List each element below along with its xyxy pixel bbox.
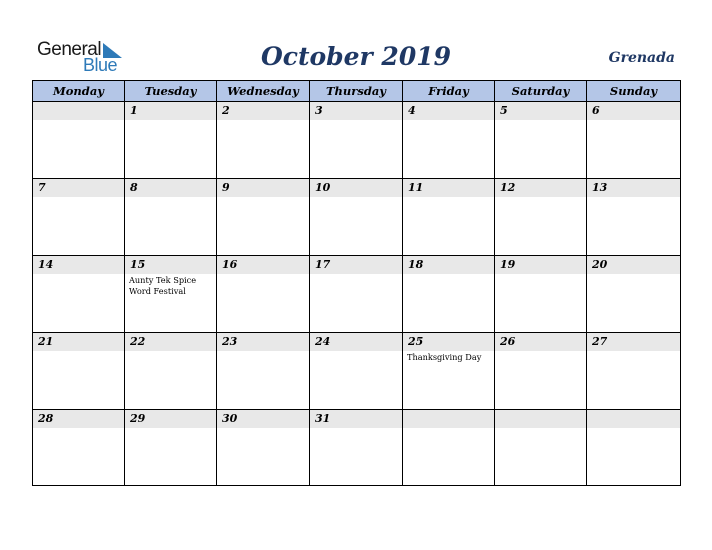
day-cell: [403, 102, 495, 179]
day-number: 11: [408, 181, 424, 194]
day-number: 13: [592, 181, 608, 194]
day-number-band: [495, 410, 586, 428]
day-number-band: [33, 179, 124, 197]
day-number: 20: [592, 258, 608, 271]
day-number: 10: [315, 181, 331, 194]
day-number-band: [217, 410, 309, 428]
day-cell: [495, 333, 587, 410]
day-cell: [587, 410, 680, 485]
day-number-band: [403, 410, 494, 428]
day-number-band: [33, 256, 124, 274]
day-number: 21: [38, 335, 54, 348]
day-cell: [403, 333, 495, 410]
day-number: 23: [222, 335, 238, 348]
day-number: 1: [130, 104, 138, 117]
day-cell: [495, 410, 587, 485]
day-number-band: [403, 102, 494, 120]
day-number: 25: [408, 335, 424, 348]
day-number-band: [495, 256, 586, 274]
weekday-header-3: Thursday: [310, 81, 403, 102]
day-number: 19: [500, 258, 516, 271]
day-cell: [495, 256, 587, 333]
day-cell: [403, 179, 495, 256]
day-number: 31: [315, 412, 331, 425]
day-cell: [33, 179, 125, 256]
day-number-band: [310, 102, 402, 120]
country-label: Grenada: [608, 50, 675, 66]
day-cell: [587, 333, 680, 410]
day-cell: [495, 179, 587, 256]
day-number-band: [587, 102, 680, 120]
day-number-band: [33, 333, 124, 351]
day-number-band: [33, 102, 124, 120]
day-cell: [33, 102, 125, 179]
day-number-band: [125, 256, 216, 274]
day-number: 7: [38, 181, 46, 194]
day-number-band: [217, 102, 309, 120]
day-cell: [495, 102, 587, 179]
day-cell: [587, 102, 680, 179]
day-cell: [403, 410, 495, 485]
day-cell: [217, 256, 310, 333]
holiday-event: Aunty Tek Spice Word Festival: [129, 275, 197, 296]
day-cell: [217, 179, 310, 256]
day-cell: [33, 256, 125, 333]
day-cell: [33, 410, 125, 485]
day-number-band: [310, 256, 402, 274]
day-number-band: [217, 333, 309, 351]
day-number: 14: [38, 258, 54, 271]
weekday-header-5: Saturday: [495, 81, 587, 102]
day-number: 24: [315, 335, 331, 348]
day-cell: [217, 333, 310, 410]
weekday-header-2: Wednesday: [217, 81, 310, 102]
weekday-header-1: Tuesday: [125, 81, 217, 102]
day-cell: [310, 179, 403, 256]
day-number-band: [217, 256, 309, 274]
day-number: 26: [500, 335, 516, 348]
day-number: 17: [315, 258, 331, 271]
day-cell: [217, 102, 310, 179]
calendar-title: October 2019: [260, 42, 452, 71]
day-number-band: [495, 333, 586, 351]
day-number: 22: [130, 335, 146, 348]
day-cell: [587, 179, 680, 256]
weekday-header-4: Friday: [403, 81, 495, 102]
calendar-grid: [32, 80, 681, 486]
day-number: 5: [500, 104, 508, 117]
day-number-band: [587, 333, 680, 351]
day-number: 15: [130, 258, 146, 271]
day-cell: [310, 333, 403, 410]
day-number-band: [403, 256, 494, 274]
day-number-band: [125, 102, 216, 120]
day-number-band: [310, 410, 402, 428]
day-number-band: [495, 179, 586, 197]
day-cell: [310, 410, 403, 485]
day-number: 18: [408, 258, 424, 271]
day-number-band: [125, 179, 216, 197]
day-number-band: [495, 102, 586, 120]
day-number-band: [587, 256, 680, 274]
day-number-band: [125, 333, 216, 351]
weekday-header-0: Monday: [33, 81, 125, 102]
day-number-band: [310, 333, 402, 351]
day-cell: [125, 256, 217, 333]
day-cell: [587, 256, 680, 333]
day-number: 28: [38, 412, 54, 425]
holiday-event: Thanksgiving Day: [407, 352, 482, 362]
day-number: 2: [222, 104, 230, 117]
day-number: 4: [408, 104, 416, 117]
day-number-band: [403, 179, 494, 197]
logo-text-general: General: [37, 39, 102, 60]
day-number: 8: [130, 181, 138, 194]
day-cell: [217, 410, 310, 485]
day-number: 3: [315, 104, 323, 117]
day-cell: [33, 333, 125, 410]
logo-text-blue: Blue: [83, 55, 118, 75]
day-number: 29: [130, 412, 146, 425]
day-number: 27: [592, 335, 608, 348]
weekday-header-6: Sunday: [587, 81, 680, 102]
day-number-band: [587, 179, 680, 197]
day-number: 12: [500, 181, 516, 194]
day-number-band: [217, 179, 309, 197]
day-number-band: [33, 410, 124, 428]
day-number: 16: [222, 258, 238, 271]
day-number: 9: [222, 181, 230, 194]
day-cell: [125, 102, 217, 179]
day-number: 30: [222, 412, 238, 425]
day-number-band: [125, 410, 216, 428]
day-cell: [310, 102, 403, 179]
day-number-band: [587, 410, 680, 428]
day-cell: [125, 333, 217, 410]
day-cell: [125, 410, 217, 485]
day-cell: [403, 256, 495, 333]
day-number-band: [403, 333, 494, 351]
day-cell: [125, 179, 217, 256]
day-number-band: [310, 179, 402, 197]
day-number: 6: [592, 104, 600, 117]
day-cell: [310, 256, 403, 333]
